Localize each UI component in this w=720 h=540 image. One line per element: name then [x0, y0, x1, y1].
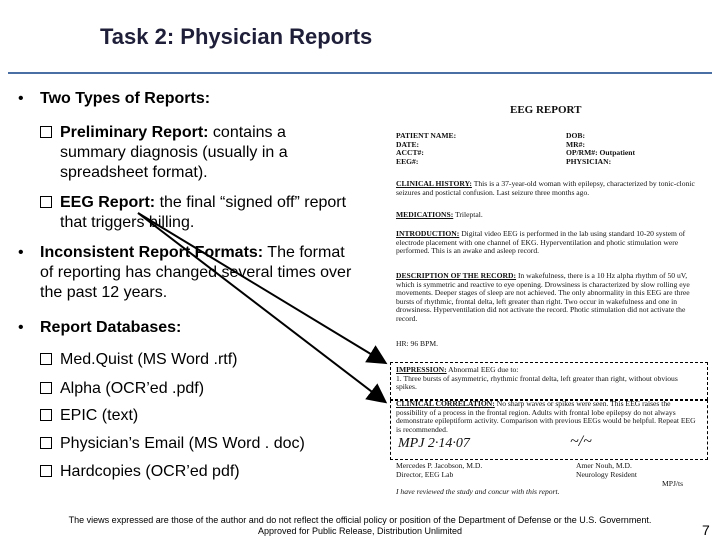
mr-field: MR#:: [566, 139, 585, 149]
sig-right-title: Neurology Resident: [576, 469, 637, 479]
oprm-field: OP/RM#: Outpatient: [566, 148, 635, 158]
sig-left-title: Director, EEG Lab: [396, 469, 454, 479]
bullet-dot: •: [18, 319, 24, 336]
dob-field: DOB:: [566, 131, 585, 140]
eeg-text: the final “signed off” report that triggers billing.: [60, 194, 347, 231]
medications: MEDICATIONS: Trileptal.: [396, 210, 483, 219]
footer-disclaimer: The views expressed are those of the author and do not reflect the official policy or position of the Department of Defense or the U.S. Government. Approved for Public Release, Distribution Unlimited: [68, 515, 652, 536]
date-field: DATE:: [396, 139, 420, 149]
reviewed-note: I have reviewed the study and concur with this report.: [396, 487, 560, 496]
introduction: INTRODUCTION: Digital video EEG is performed in the lab using standard 10-20 system of electrode placement with one channel of EKG. Hyperventilation and photic stimulation were performed. This is an awake and asleep record.: [396, 229, 686, 256]
description: DESCRIPTION OF THE RECORD: In wakefulness, there is a 10 Hz alpha rhythm of 50 uV, which is symmetric and reactive to eye opening. Drowsiness is characterized by slow rolling eye movements. Deeper stages of sleep are not achieved. The only abnormality in this EEG are three bursts of rhythmic, frontal delta, left greater than right. Two occur in wakefulness and one in drowsiness. Hyperventilation did not activate the record. Photic stimulation did not activate the record.: [396, 271, 690, 323]
impression: IMPRESSION: Abnormal EEG due to: 1. Three bursts of asymmetric, rhythmic frontal delta, left greater than right, without obvious spikes.: [396, 365, 678, 392]
arrow-to-impression: [138, 213, 384, 362]
heart-rate: HR: 96 BPM.: [396, 339, 438, 348]
patient-name-field: PATIENT NAME:: [396, 131, 457, 140]
databases-heading: Report Databases:: [40, 319, 182, 336]
eeg-label: EEG Report:: [60, 194, 156, 211]
types-heading: Two Types of Reports:: [40, 90, 211, 107]
inconsistent-label: Inconsistent Report Formats:: [40, 244, 264, 261]
report-header: EEG REPORT: [510, 104, 582, 116]
slide-title: Task 2: Physician Reports: [100, 24, 373, 49]
page-number: 7: [702, 522, 710, 538]
bullet-dot: •: [18, 244, 24, 261]
clinical-correlation: CLINICAL CORRELATION: No sharp waves or spikes were seen. This EEG raises the possibility of a process in the frontal region. Adults with frontal lobe epilepsy do not always demonstrate epileptiform activity. Comparison with previous EEGs would be helpful. Repeat EEG is recommended.: [396, 399, 696, 434]
sig-right-name: Amer Nouh, M.D.: [576, 461, 632, 470]
arrow-to-correlation: [138, 213, 384, 401]
preliminary-label: Preliminary Report:: [60, 124, 209, 141]
eeg-number-field: EEG#:: [396, 156, 419, 166]
bullet-dot: •: [18, 90, 24, 107]
signature-right-icon: ~/~: [570, 433, 592, 450]
sig-left-name: Mercedes P. Jacobson, M.D.: [396, 461, 483, 470]
inconsistent-text: The format of reporting has changed several times over the past 12 years.: [40, 244, 352, 301]
clinical-history: CLINICAL HISTORY: This is a 37-year-old woman with epilepsy, characterized by tonic-clonic seizures and postictal confusion. Last seizure three months ago.: [396, 179, 695, 197]
acct-field: ACCT#:: [396, 148, 424, 158]
signature-left: MPJ 2·14·07: [398, 436, 470, 451]
preliminary-text: contains a summary diagnosis (usually in a spreadsheet format).: [60, 124, 288, 181]
initials: MPJ/ts: [662, 479, 684, 488]
physician-field: PHYSICIAN:: [566, 156, 612, 166]
